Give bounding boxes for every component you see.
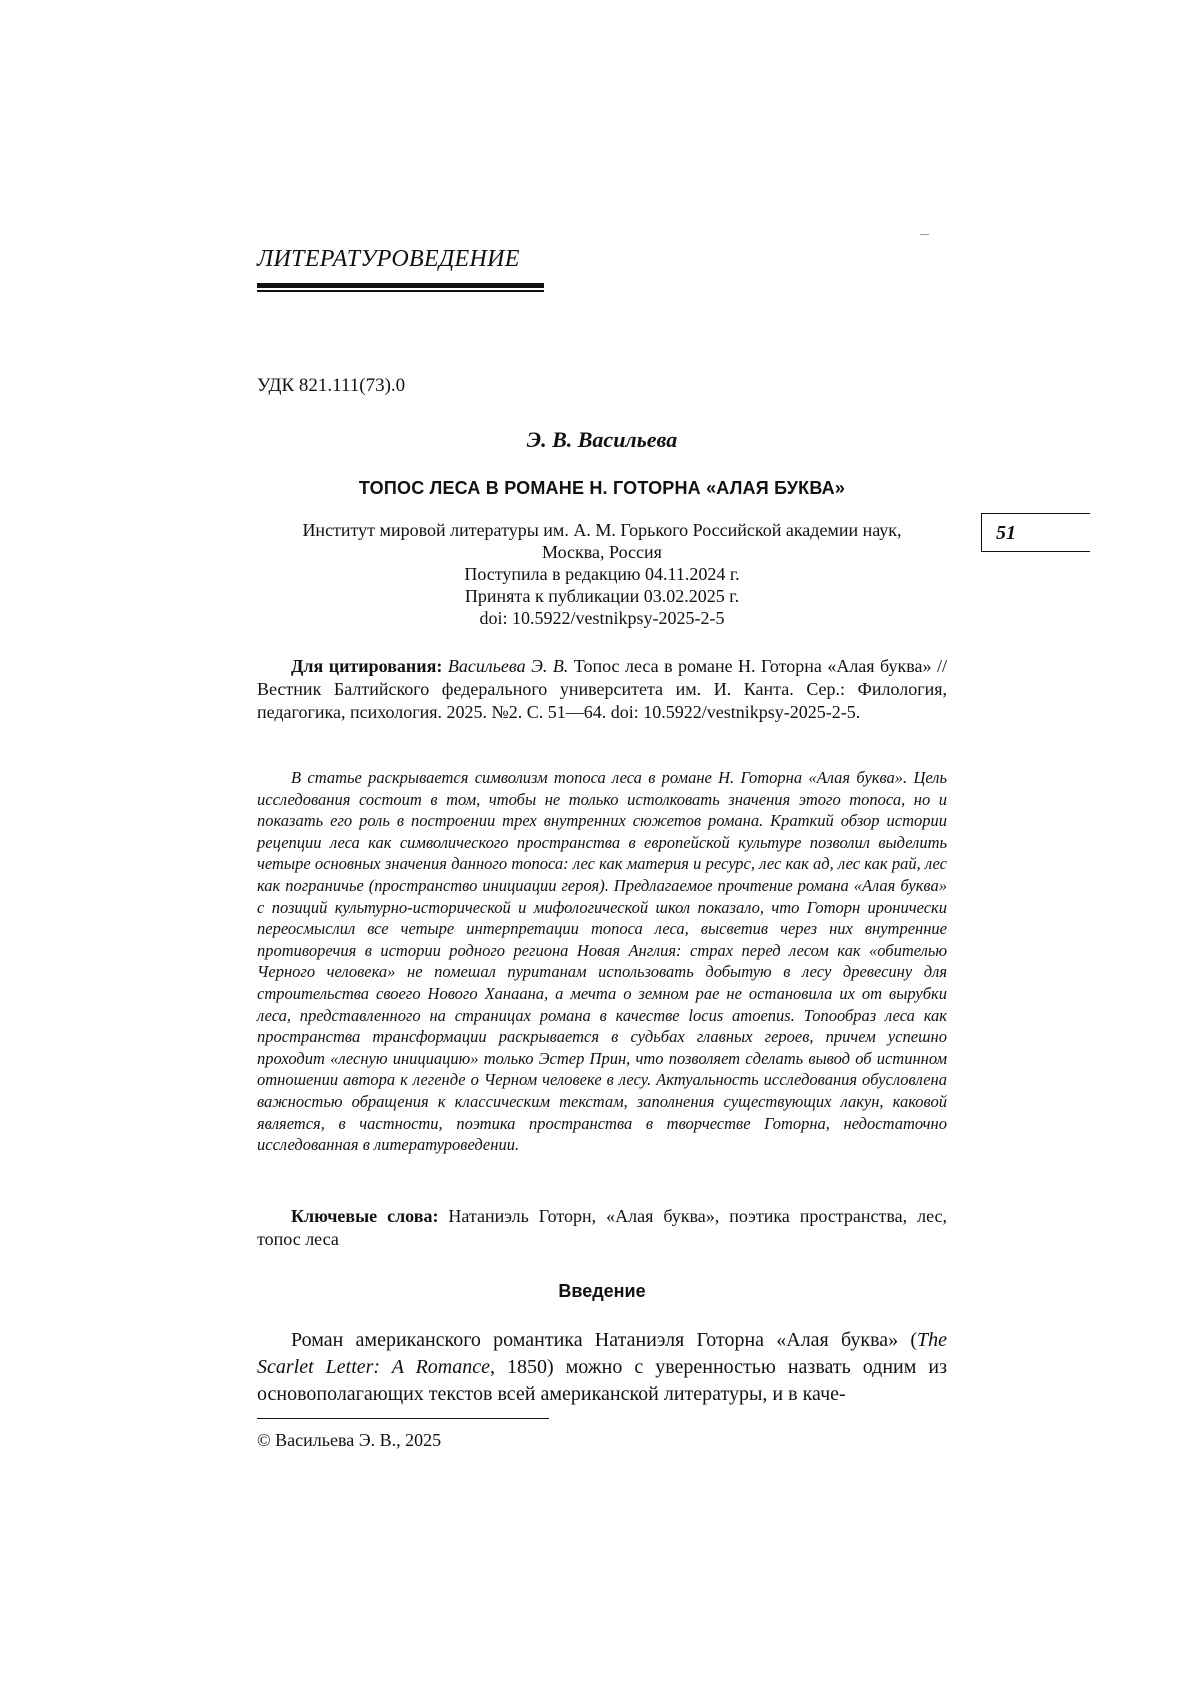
affiliation-line-2: Москва, Россия [542,542,662,562]
intro-paragraph [257,1327,947,1408]
footnote-rule [257,1418,549,1419]
keywords-paragraph [257,1205,947,1251]
affiliation-line-1: Институт мировой литературы им. А. М. Горького Российской академии наук, [302,520,902,540]
heading-rule-thin [257,290,544,292]
citation-label: Для цитирования: [291,656,443,676]
abstract: В статье раскрывается символизм топоса леса в романе Н. Готорна «Алая буква». Цель исследования состоит в том, чтобы не только истолковать значения этого топоса, но и показать его роль в построении трех внутренних сюжетов романа. Краткий обзор истории рецепции леса как символического пространства в европейской культуре позволил выделить четыре основных значения данного топоса: лес как материя и ресурс, лес как ад, лес как рай, лес как пограничье (пространство инициации героя). Предлагаемое прочтение романа «Алая буква» с позиций культурно-исторической и мифологической школ показало, что Готорн иронически переосмыслил все четыре интерпретации топоса леса, высветив через них внутренние противоречия в истории родного региона Новая Англия: страх перед лесом как «обителью Черного человека» не помешал пуританам использовать добытую в лесу древесину для строительства своего Нового Ханаана, а мечта о земном рае не остановила их от вырубки леса, представленного на страницах романа в качестве locus amoenus. Топообраз леса как пространства трансформации раскрывается в судьбах главных героев, причем успешно проходит «лесную инициацию» только Эстер Прин, что позволяет сделать вывод об истинном отношении автора к легенде о Черном человеке в лесу. Актуальность исследования обусловлена важностью обращения к классическим текстам, заполнения существующих лакун, каковой является, в частности, поэтика пространства в творчестве Готорна, недостаточно исследованная в литературоведении. [257,768,947,1155]
scan-mark [920,234,929,235]
affiliation-block [257,519,947,629]
author-name: Э. В. Васильева [526,427,678,452]
heading-rule-thick [257,283,544,288]
citation-paragraph [257,655,947,724]
section-heading: ЛИТЕРАТУРОВЕДЕНИЕ [257,246,520,272]
copyright-note: © Васильева Э. В., 2025 [257,1430,442,1450]
intro-book-title: The Scarlet Letter: A Romance [257,1329,947,1378]
citation-text: Топос леса в романе Н. Готорна «Алая буква» // Вестник Балтийского федерального университета им. И. Канта. Сер.: Филология, педагогика, психология. 2025. №2. С. 51—64. doi: 10.5922/vestnikpsy-2025-2-5. [257,656,947,722]
intro-text-before: Роман американского романтика Натаниэля Готорна «Алая буква» ( [291,1329,917,1351]
doi: doi: 10.5922/vestnikpsy-2025-2-5 [479,608,725,628]
received-date: Поступила в редакцию 04.11.2024 г. [464,564,740,584]
udk-code: УДК 821.111(73).0 [257,375,406,396]
keywords-text: Натаниэль Готорн, «Алая буква», поэтика пространства, лес, топос леса [257,1206,947,1249]
intro-text-after: , 1850) можно с уверенностью назвать одним из основополагающих текстов всей американской литературы, и в каче- [257,1356,947,1405]
intro-heading: Введение [558,1281,646,1301]
page-number: 51 [996,522,1016,544]
citation-author: Васильева Э. В. [447,656,569,676]
article-title: ТОПОС ЛЕСА В РОМАНЕ Н. ГОТОРНА «АЛАЯ БУКВА» [358,478,846,498]
accepted-date: Принята к публикации 03.02.2025 г. [464,586,740,606]
keywords-label: Ключевые слова: [291,1206,439,1226]
